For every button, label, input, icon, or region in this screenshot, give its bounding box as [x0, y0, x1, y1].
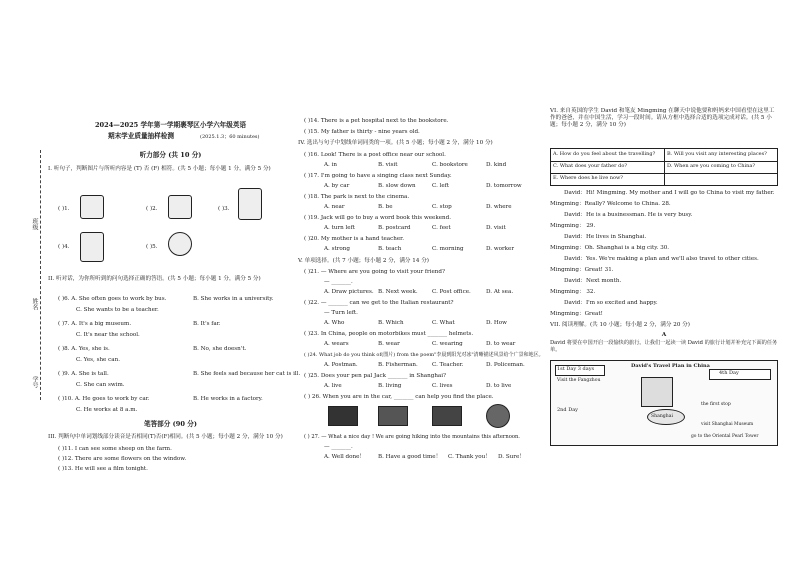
q6-b: B. She works in a university.: [193, 296, 274, 302]
shanghai-label: Shanghai: [651, 414, 673, 419]
q16-a: A. in: [324, 162, 337, 168]
dialog-line-1: David：Hi! Mingming. My mother and I will go to China to visit my father.: [564, 190, 775, 196]
option-e: E. Where does he live now?: [553, 175, 623, 181]
q8-b: B. No, she doesn't.: [193, 346, 247, 352]
museum-label: visit Shanghai Museum: [701, 422, 754, 427]
q22-d: D. How: [486, 320, 507, 326]
q22-b: B. Which: [378, 320, 404, 326]
exam-title: 2024—2025 学年第一学期裹琴区小学六年级英语: [94, 121, 247, 129]
q8-a: ( )8. A. Yes, she is.: [58, 346, 110, 352]
q23-b: B. wear: [378, 341, 400, 347]
dialog-line-9: David：Next month.: [564, 278, 622, 284]
q27-d: D. Sure！: [498, 454, 525, 460]
pearl-tower-label: go to the Oriental Pearl Tower: [691, 434, 759, 439]
dialog-line-5: David：He lives in Shanghai.: [564, 234, 647, 240]
q22-a: A. Who: [324, 320, 345, 326]
q7-c: C. It's near the school.: [76, 332, 140, 338]
q6-c: C. She wants to be a teacher.: [76, 307, 159, 313]
q6-a: ( )6. A. She often goes to work by bus.: [58, 296, 167, 302]
day-1-label: 1st Day 3 days: [557, 366, 595, 372]
option-b: B. Will you visit any interesting places?: [667, 151, 767, 157]
q25: ( )25. Does your pen pal Jack _______ in Shanghai?: [304, 373, 447, 379]
q17-c: C. left: [432, 183, 450, 189]
q17-a: A. by car: [324, 183, 350, 189]
travel-plan-diagram: [550, 360, 778, 446]
q19-d: D. visit: [486, 225, 506, 231]
q21-b: B. Next week.: [378, 289, 418, 295]
q1-picture: [80, 195, 104, 219]
dialog-line-3: David：He is a businessman. He is very busy.: [564, 212, 693, 218]
q24-d: D. Policeman.: [486, 362, 525, 368]
q18: ( )18. The park is next to the cinema.: [304, 194, 410, 200]
q7-b: B. It's far.: [193, 321, 221, 327]
q23-d: D. to wear: [486, 341, 516, 347]
q24-c: C. Teacher.: [432, 362, 464, 368]
q21-d: D. At sea.: [486, 289, 514, 295]
dialog-line-11: David：I'm so excited and happy.: [564, 300, 658, 306]
dialog-line-10: Mingming： 32.: [550, 289, 596, 295]
dialog-line-6: Mingming：Oh. Shanghai is a big city. 30.: [550, 245, 670, 251]
q16-d: D. kind: [486, 162, 507, 168]
q19-c: C. feet: [432, 225, 451, 231]
option-d: D. When are you coming to China?: [667, 163, 755, 169]
q24: ( )24. What job do you think of(图片) from the poem"李晨到阳光对冰"清晰描述风景给个广景和地区。: [304, 352, 544, 358]
q5-astronaut-picture: [168, 232, 192, 256]
q25-b: B. living: [378, 383, 402, 389]
section-2-title: II. 听对话，为你所听到的问句选择正确的答语。(共 5 小题；每小题 1 分，满分 5 分): [48, 276, 261, 282]
section-3-title: III. 判断句中单词划线部分读音是否相同(T)否(F)相同。(共 5 小题；每小题 2 分，满分 10 分): [48, 434, 283, 440]
q11: ( )11. I can see some sheep on the farm.: [58, 446, 172, 452]
q17: ( )17. I'm going to have a singing class next Sunday.: [304, 173, 452, 179]
q10-c: C. He works at 8 a.m.: [76, 407, 138, 413]
first-stop-label: the first stop: [701, 402, 731, 407]
section-7-intro: David 将要在中国开启一段愉快的旅行。让我们一起读一读 David 的旅行计划并补充完下面的任务单。: [550, 340, 778, 353]
q2-num: ( )2.: [146, 206, 158, 212]
q25-c: C. lives: [432, 383, 453, 389]
q24-a: A. Postman.: [324, 362, 358, 368]
q2-sign-picture: [168, 195, 192, 219]
q26-picture-d: [486, 404, 510, 428]
dialog-line-2: Mingming：Really? Welcome to China. 28.: [550, 201, 671, 207]
q21-c: C. Post office.: [432, 289, 471, 295]
day-2-label: 2nd Day: [557, 407, 579, 413]
q18-c: C. stop: [432, 204, 452, 210]
q3-police-picture: [238, 188, 262, 220]
q13: ( )13. He will see a film tonight.: [58, 466, 148, 472]
q14: ( )14. There is a pet hospital next to the bookstore.: [304, 118, 449, 124]
side-label-class: 班级: [31, 218, 38, 230]
q5-num: ( )5.: [146, 244, 158, 250]
written-title: 笔答部分 (90 分): [144, 420, 197, 428]
q21: ( )21. — Where are you going to visit your friend?: [304, 269, 445, 275]
q18-b: B. be: [378, 204, 393, 210]
q25-a: A. live: [324, 383, 342, 389]
q20-c: C. morning: [432, 246, 464, 252]
q8-c: C. Yes, she can.: [76, 357, 120, 363]
q9-a: ( )9. A. She is tall.: [58, 371, 109, 377]
dialog-line-7: David：Yes. We're making a plan and we'll also travel to other cities.: [564, 256, 759, 262]
q17-d: D. tomorrow: [486, 183, 522, 189]
q9-c: C. She can swim.: [76, 382, 125, 388]
section-6-title: VI. 来自英国的学生 David 和笔友 Mingming 在聊天中说他要和妈妈来中国看望在这里工作的爸爸，并在中国生活，学习一段时间。请从方框中选择合适的选项完成对话。(共 5 小题；每小题 2 分，满分 10 分): [550, 108, 775, 128]
section-4-title: IV. 选出与句子中划线单词同类的一项。(共 5 小题；每小题 2 分，满分 10 分): [298, 140, 493, 146]
q10-b: B. He works in a factory.: [193, 396, 263, 402]
day-4-label: 4th Day: [719, 370, 739, 376]
q20-a: A. strong: [324, 246, 350, 252]
q27-b: B. Have a good time！: [378, 454, 442, 460]
city-skyline-icon: [641, 377, 673, 407]
q19-b: B. postcard: [378, 225, 411, 231]
q23: ( )23. In China, people on motorbikes must _______ helmets.: [304, 331, 474, 337]
option-c: C. What does your father do?: [553, 163, 628, 169]
q27-a: A. Well done！: [324, 454, 366, 460]
q15: ( )15. My father is thirty - nine years old.: [304, 129, 420, 135]
listening-title: 听力部分 (共 10 分): [139, 151, 202, 159]
passage-label: A: [661, 332, 667, 338]
q10-a: ( )10. A. He goes to work by car.: [58, 396, 150, 402]
q18-a: A. near: [324, 204, 345, 210]
q26-picture-b: [378, 406, 408, 426]
q4-pipa-picture: [80, 232, 104, 262]
side-label-number: 学号: [31, 376, 38, 388]
q16-b: B. visit: [378, 162, 398, 168]
q3-num: ( )3.: [218, 206, 230, 212]
q24-b: B. Fisherman.: [378, 362, 418, 368]
dialog-line-8: Mingming：Great! 31.: [550, 267, 614, 273]
q21-stem: — _______.: [324, 279, 353, 285]
q21-a: A. Draw pictures.: [324, 289, 374, 295]
options-table: [550, 148, 778, 186]
q17-b: B. slow down: [378, 183, 416, 189]
travel-plan-title: David's Travel Plan in China: [631, 363, 710, 369]
exam-subtitle: 期末学业质量抽样检测: [108, 132, 174, 140]
q22: ( )22. — _______ can we get to the Italian restaurant?: [304, 300, 454, 306]
q20-b: B. teach: [378, 246, 402, 252]
section-1-title: I. 听句子，判断图片与所听内容是 (T) 否 (F) 相符。(共 5 小题；每小题 1 分，满分 5 分): [48, 166, 271, 172]
dialog-line-12: Mingming：Great!: [550, 311, 603, 317]
q26-picture-a: [328, 406, 358, 426]
q7-a: ( )7. A. It's a big museum.: [58, 321, 132, 327]
exam-sheet: [28, 88, 778, 472]
q16: ( )16. Look! There is a post office near our school.: [304, 152, 446, 158]
dialog-line-4: Mingming： 29.: [550, 223, 596, 229]
q22-stem: — Turn left.: [324, 310, 358, 316]
q9-b: B. She feels sad because her cat is ill.: [193, 371, 301, 377]
q26-picture-c: [432, 406, 462, 426]
q4-num: ( )4.: [58, 244, 70, 250]
q27: ( ) 27. — What a nice day ! We are going hiking into the mountains this afternoon.: [304, 434, 520, 440]
q19: ( )19. Jack will go to buy a word book this weekend.: [304, 215, 452, 221]
q20-d: D. worker: [486, 246, 515, 252]
q12: ( )12. There are some flowers on the window.: [58, 456, 187, 462]
q20: ( )20. My mother is a hand teacher.: [304, 236, 404, 242]
q26: ( ) 26. When you are in the car, _______ can help you find the place.: [304, 394, 494, 400]
q23-a: A. wears: [324, 341, 349, 347]
section-5-title: V. 单项选择。(共 7 小题；每小题 2 分，满分 14 分): [298, 258, 429, 264]
q19-a: A. turn left: [324, 225, 355, 231]
q16-c: C. bookstore: [432, 162, 468, 168]
q18-d: D. where: [486, 204, 512, 210]
day-1-activity: Visit the Fangzhou: [557, 378, 601, 383]
q25-d: D. to live: [486, 383, 512, 389]
q27-stem: — _______.: [324, 444, 353, 450]
side-label-name: 姓名: [31, 298, 38, 310]
exam-meta: (2025.1.3；60 minutes): [200, 134, 260, 140]
q23-c: C. wearing: [432, 341, 463, 347]
q1-num: ( )1.: [58, 206, 70, 212]
q27-c: C. Thank you！: [448, 454, 491, 460]
q22-c: C. What: [432, 320, 455, 326]
option-a: A. How do you feel about the travelling?: [553, 151, 656, 157]
section-7-title: VII. 阅读理解。(共 10 小题；每小题 2 分，满分 20 分): [550, 322, 690, 328]
